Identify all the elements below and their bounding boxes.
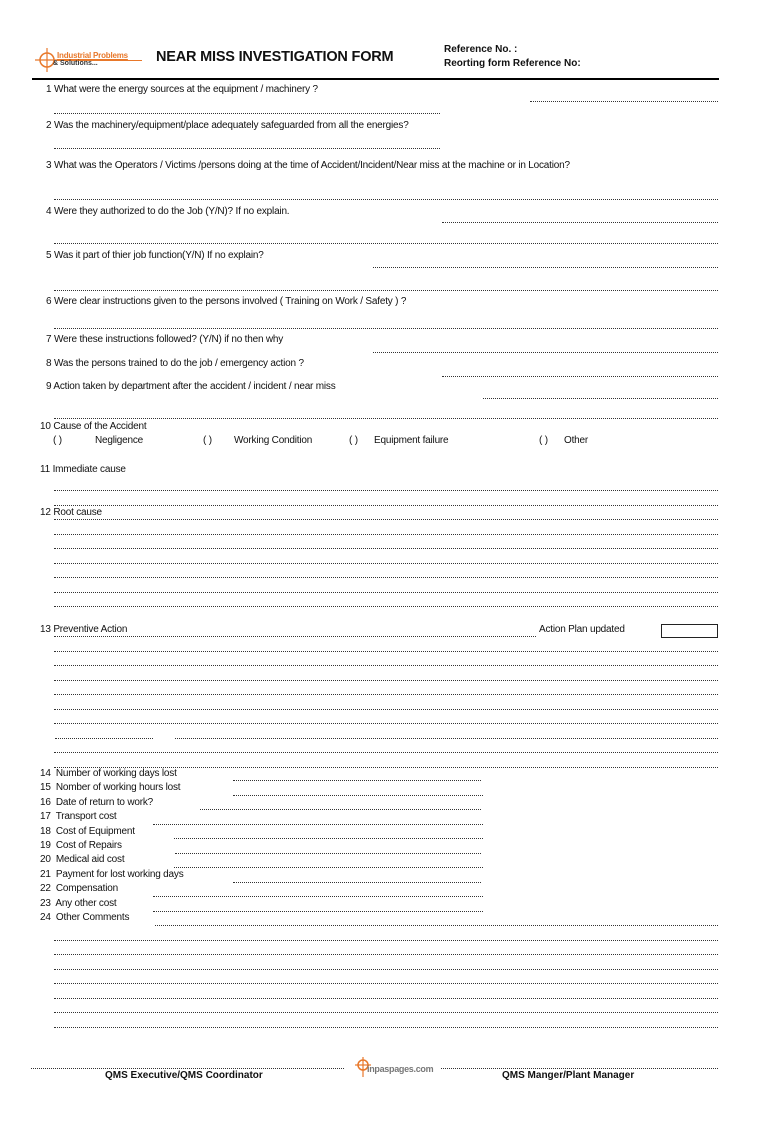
answer-line[interactable]: [54, 328, 718, 329]
item-20: 20 Medical aid cost: [40, 854, 125, 865]
checkbox-other[interactable]: ( ): [539, 435, 548, 446]
answer-line[interactable]: [442, 222, 718, 223]
answer-line[interactable]: [54, 418, 718, 419]
answer-line[interactable]: [54, 1012, 718, 1013]
answer-line[interactable]: [54, 606, 718, 607]
option-label-negligence: Negligence: [95, 435, 144, 446]
answer-line[interactable]: [373, 352, 718, 353]
answer-line[interactable]: [200, 809, 481, 810]
answer-line[interactable]: [55, 738, 153, 739]
checkbox-working-condition[interactable]: ( ): [203, 435, 212, 446]
answer-line[interactable]: [54, 752, 718, 753]
item-18: 18 Cost of Equipment: [40, 826, 135, 837]
answer-line[interactable]: [174, 838, 483, 839]
answer-line[interactable]: [442, 376, 718, 377]
answer-line[interactable]: [54, 534, 718, 535]
item-23: 23 Any other cost: [40, 898, 117, 909]
answer-line[interactable]: [54, 998, 718, 999]
question-7: 7 Were these instructions followed? (Y/N) if no then why: [46, 334, 284, 345]
checkbox-equipment-failure[interactable]: ( ): [349, 435, 358, 446]
header-rule: [32, 78, 719, 80]
question-3: 3 What was the Operators / Victims /persons doing at the time of Accident/Incident/Near miss at the machine or in Location?: [46, 160, 570, 171]
answer-line[interactable]: [54, 636, 536, 637]
question-6: 6 Were clear instructions given to the persons involved ( Training on Work / Safety ) ?: [46, 296, 407, 307]
answer-line[interactable]: [175, 738, 718, 739]
option-label-equipment-failure: Equipment failure: [374, 435, 449, 446]
item-14: 14 Number of working days lost: [40, 768, 177, 779]
answer-line[interactable]: [54, 577, 718, 578]
watermark-text: inpaspages.com: [367, 1064, 434, 1074]
reference-no-label: Reference No. :: [444, 44, 518, 55]
answer-line[interactable]: [54, 665, 718, 666]
checkbox-negligence[interactable]: ( ): [53, 435, 62, 446]
action-plan-updated-box[interactable]: [661, 624, 718, 638]
answer-line[interactable]: [54, 723, 718, 724]
answer-line[interactable]: [153, 911, 483, 912]
question-8: 8 Was the persons trained to do the job / emergency action ?: [46, 358, 304, 369]
answer-line[interactable]: [54, 680, 718, 681]
item-16: 16 Date of return to work?: [40, 797, 154, 808]
answer-line[interactable]: [174, 867, 483, 868]
item-24: 24 Other Comments: [40, 912, 130, 923]
answer-line[interactable]: [483, 398, 718, 399]
answer-line[interactable]: [155, 925, 718, 926]
question-11: 11 Immediate cause: [40, 464, 126, 475]
answer-line[interactable]: [54, 113, 440, 114]
page-title: NEAR MISS INVESTIGATION FORM: [156, 49, 394, 65]
answer-line[interactable]: [54, 563, 718, 564]
answer-line[interactable]: [373, 267, 718, 268]
answer-line[interactable]: [54, 954, 718, 955]
question-2: 2 Was the machinery/equipment/place adequately safeguarded from all the energies?: [46, 120, 409, 131]
question-10: 10 Cause of the Accident: [40, 421, 147, 432]
answer-line[interactable]: [54, 1027, 718, 1028]
signature-line-left[interactable]: [31, 1068, 344, 1069]
item-19: 19 Cost of Repairs: [40, 840, 122, 851]
item-21: 21 Payment for lost working days: [40, 869, 184, 880]
answer-line[interactable]: [530, 101, 718, 102]
answer-line[interactable]: [54, 199, 718, 200]
answer-line[interactable]: [54, 519, 718, 520]
question-5: 5 Was it part of thier job function(Y/N) If no explain?: [46, 250, 264, 261]
item-17: 17 Transport cost: [40, 811, 117, 822]
logo-text-line2: & Solutions...: [53, 60, 98, 67]
answer-line[interactable]: [233, 795, 483, 796]
question-12: 12 Root cause: [40, 507, 102, 518]
answer-line[interactable]: [54, 548, 718, 549]
answer-line[interactable]: [54, 505, 718, 506]
item-22: 22 Compensation: [40, 883, 118, 894]
signature-line-right[interactable]: [441, 1068, 718, 1069]
question-1: 1 What were the energy sources at the equipment / machinery ?: [46, 84, 318, 95]
answer-line[interactable]: [54, 290, 718, 291]
signature-label-right: QMS Manger/Plant Manager: [502, 1070, 635, 1081]
watermark-logo: [354, 1056, 434, 1078]
signature-label-left: QMS Executive/QMS Coordinator: [105, 1070, 263, 1081]
answer-line[interactable]: [54, 592, 718, 593]
answer-line[interactable]: [54, 243, 718, 244]
company-logo: [33, 47, 145, 73]
answer-line[interactable]: [153, 896, 483, 897]
answer-line[interactable]: [175, 853, 481, 854]
answer-line[interactable]: [54, 969, 718, 970]
logo-text-line1: Industrial Problems: [57, 51, 128, 60]
answer-line[interactable]: [54, 694, 718, 695]
answer-line[interactable]: [54, 148, 440, 149]
answer-line[interactable]: [54, 983, 718, 984]
reporting-form-ref-label: Reorting form Reference No:: [444, 58, 581, 69]
answer-line[interactable]: [54, 940, 718, 941]
answer-line[interactable]: [233, 780, 481, 781]
option-label-other: Other: [564, 435, 589, 446]
question-13: 13 Preventive Action: [40, 624, 128, 635]
answer-line[interactable]: [54, 490, 718, 491]
answer-line[interactable]: [54, 709, 718, 710]
option-label-working-condition: Working Condition: [234, 435, 313, 446]
item-15: 15 Nomber of working hours lost: [40, 782, 181, 793]
action-plan-updated-label: Action Plan updated: [539, 624, 625, 635]
question-9: 9 Action taken by department after the accident / incident / near miss: [46, 381, 336, 392]
answer-line[interactable]: [153, 824, 483, 825]
question-4: 4 Were they authorized to do the Job (Y/N)? If no explain.: [46, 206, 290, 217]
answer-line[interactable]: [54, 651, 718, 652]
answer-line[interactable]: [233, 882, 481, 883]
